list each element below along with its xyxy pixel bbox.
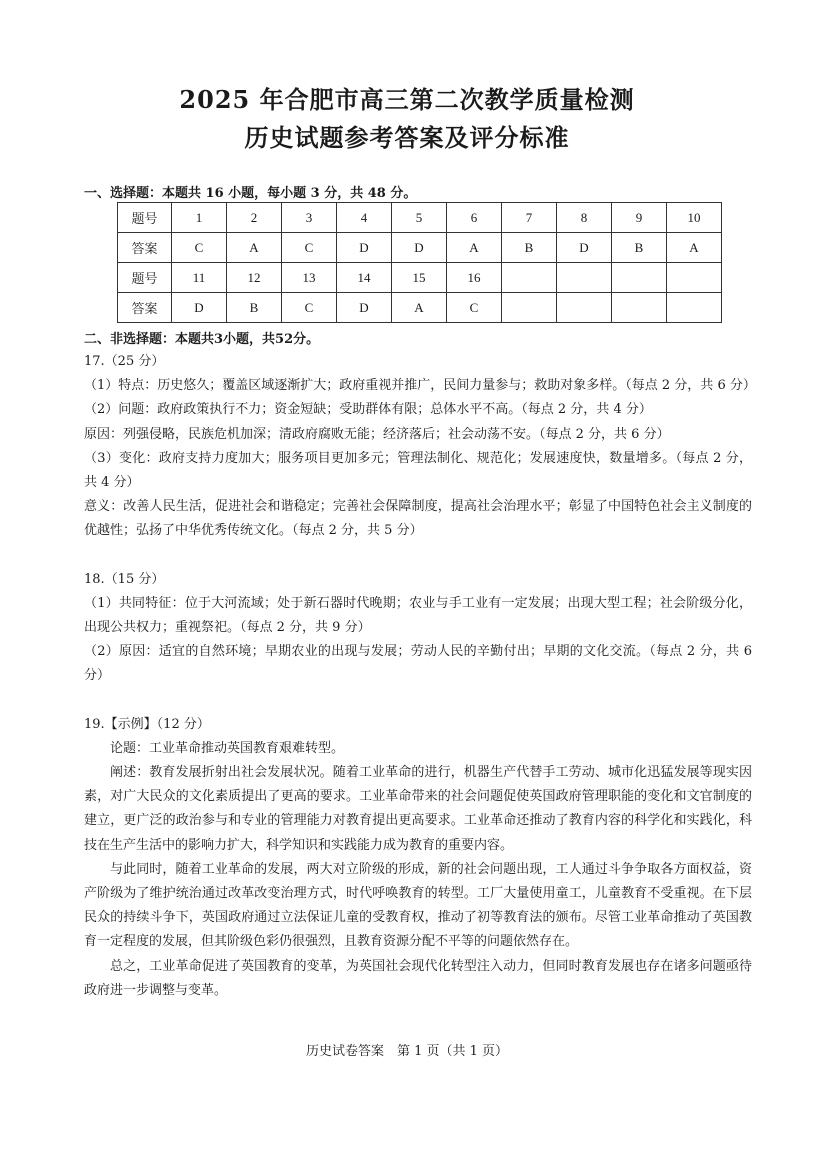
table-cell: A	[392, 293, 447, 323]
table-cell: 3	[282, 203, 337, 233]
table-cell	[502, 293, 557, 323]
q17-part2: （2）问题：政府政策执行不力；资金短缺；受助群体有限；总体水平不高。（每点 2 分，共 4 分）	[84, 402, 652, 418]
table-cell: B	[227, 293, 282, 323]
q18-label: 18.（15 分）	[84, 571, 165, 587]
q18-part2: （2）原因：适宜的自然环境；早期农业的出现与发展；劳动人民的辛勤付出；早期的文化交流。（每点 2 分，共 6 分）	[84, 644, 752, 684]
table-cell: C	[447, 293, 502, 323]
row-label: 答案	[118, 293, 172, 323]
spacer	[84, 689, 752, 713]
table-cell	[557, 263, 612, 293]
table-cell	[667, 263, 722, 293]
row-label: 题号	[118, 203, 172, 233]
table-row	[118, 203, 722, 233]
table-row	[118, 233, 722, 263]
table-cell	[557, 293, 612, 323]
q19-label: 19.【示例】（12 分）	[84, 716, 210, 732]
table-cell: 8	[557, 203, 612, 233]
table-cell: C	[282, 293, 337, 323]
q17-part3: （3）变化：政府支持力度加大；服务项目更加多元；管理法制化、规范化；发展速度快，数量增多。（每点 2 分，共 4 分）	[84, 450, 752, 491]
q17-label: 17.（25 分）	[84, 354, 165, 369]
spacer	[84, 544, 752, 568]
q17-causes: 原因：列强侵略，民族危机加深；清政府腐败无能；经济落后；社会动荡不安。（每点 2 分，共 6 分）	[84, 426, 670, 442]
table-cell: A	[667, 233, 722, 263]
table-cell: 10	[667, 203, 722, 233]
table-cell: C	[282, 233, 337, 263]
row-label: 题号	[118, 263, 172, 293]
table-cell: 4	[337, 203, 392, 233]
document-title: 2025 年合肥市高三第二次教学质量检测	[179, 85, 635, 114]
table-cell: 14	[337, 263, 392, 293]
q19-thesis: 论题：工业革命推动英国教育艰难转型。	[110, 740, 345, 756]
table-cell: A	[227, 233, 282, 263]
q18-part1: （1）共同特征：位于大河流域；处于新石器时代晚期；农业与手工业有一定发展；出现大型工程；社会阶级分化，出现公共权力；重视祭祀。（每点 2 分，共 9 分）	[84, 595, 752, 636]
q17-significance: 意义：改善人民生活，促进社会和谐稳定；完善社会保障制度，提高社会治理水平；彰显了中国特色社会主义制度的优越性；弘扬了中华优秀传统文化。（每点 2 分，共 5 分）	[84, 499, 752, 539]
table-cell: A	[447, 233, 502, 263]
table-cell: D	[337, 293, 392, 323]
table-row	[118, 263, 722, 293]
table-cell: 11	[172, 263, 227, 293]
table-cell: C	[172, 233, 227, 263]
table-cell: 5	[392, 203, 447, 233]
table-cell	[502, 263, 557, 293]
table-cell: 13	[282, 263, 337, 293]
table-cell: 16	[447, 263, 502, 293]
table-cell: 1	[172, 203, 227, 233]
answer-table	[117, 202, 722, 323]
table-cell	[612, 263, 667, 293]
page-footer: 历史试卷答案 第 1 页（共 1 页）	[305, 1044, 509, 1059]
row-label: 答案	[118, 233, 172, 263]
table-cell: 7	[502, 203, 557, 233]
table-cell: B	[502, 233, 557, 263]
table-cell: B	[612, 233, 667, 263]
section2-heading: 二、非选择题：本题共3小题，共52分。	[84, 332, 320, 347]
table-cell: 2	[227, 203, 282, 233]
table-cell	[667, 293, 722, 323]
document-subtitle: 历史试题参考答案及评分标准	[244, 123, 570, 152]
table-cell: D	[392, 233, 447, 263]
table-cell: D	[337, 233, 392, 263]
table-cell	[612, 293, 667, 323]
q19-paragraph2: 与此同时，随着工业革命的发展，两大对立阶级的形成，新的社会问题出现，工人通过斗争争取各方面权益，资产阶级为了维护统治通过改革改变治理方式，时代呼唤教育的转型。工厂大量使用童工，儿童教育不受重视。在下层民众的持续斗争下，英国政府通过立法保证儿童的受教育权，推动了初等教育法的颁布。尽管工业革命推动了英国教育一定程度的发展，但其阶级色彩仍很强烈，且教育资源分配不平等的问题依然存在。	[84, 861, 752, 950]
q19-conclusion: 总之，工业革命促进了英国教育的变革，为英国社会现代化转型注入动力，但同时教育发展也存在诸多问题亟待政府进一步调整与变革。	[84, 958, 752, 998]
table-row	[118, 293, 722, 323]
table-cell: D	[557, 233, 612, 263]
q19-paragraph1: 阐述：教育发展折射出社会发展状况。随着工业革命的进行，机器生产代替手工劳动、城市化迅猛发展等现实因素，对广大民众的文化素质提出了更高的要求。工业革命带来的社会问题促使英国政府管理职能的变化和文官制度的建立，更广泛的政治参与和专业的管理能力对教育提出更高要求。工业革命还推动了教育内容的科学化和实践化，科技在生产生活中的影响力扩大，科学知识和实践能力成为教育的重要内容。	[84, 765, 752, 853]
answer-content	[84, 350, 756, 1003]
table-cell: 15	[392, 263, 447, 293]
section1-heading: 一、选择题：本题共 16 小题，每小题 3 分，共 48 分。	[84, 186, 417, 201]
table-cell: 9	[612, 203, 667, 233]
q17-part1: （1）特点：历史悠久；覆盖区域逐渐扩大；政府重视并推广，民间力量参与；救助对象多样。（每点 2 分，共 6 分）	[84, 378, 756, 394]
table-cell: D	[172, 293, 227, 323]
table-cell: 6	[447, 203, 502, 233]
table-cell: 12	[227, 263, 282, 293]
